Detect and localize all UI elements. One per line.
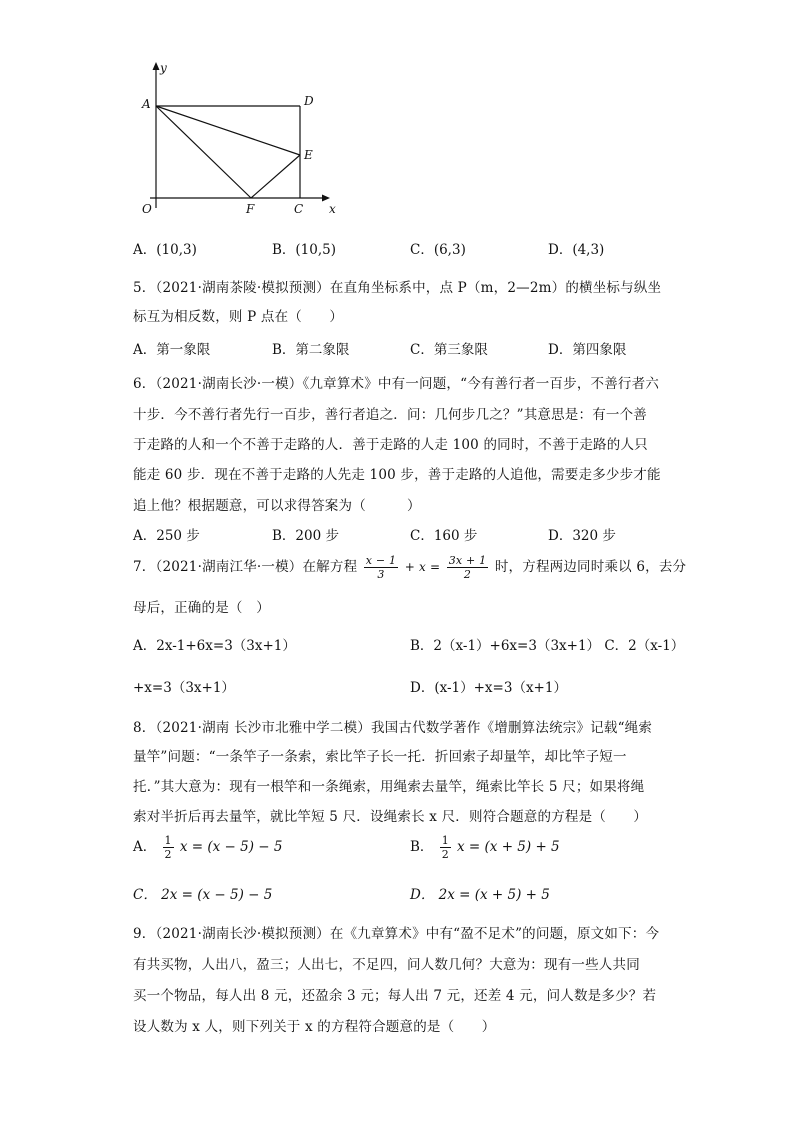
q8-option-b-expr: x = (x + 5) + 5 bbox=[457, 839, 560, 855]
q6-option-a: A．250 步 bbox=[133, 528, 200, 544]
q5-text-line1: 5．（2021·湖南茶陵·模拟预测）在直角坐标系中，点 P（m，2—2m）的横坐标与纵坐 bbox=[133, 280, 662, 296]
q7-prefix: 7．（2021·湖南江华·一模）在解方程 bbox=[133, 559, 358, 575]
q8-a-den: 2 bbox=[164, 848, 172, 861]
label-D: D bbox=[304, 94, 314, 108]
q7-text-line2: 母后，正确的是（ ） bbox=[133, 600, 270, 616]
q8-option-a-fraction bbox=[163, 834, 174, 861]
q8-option-b-fraction bbox=[440, 834, 451, 861]
q5-option-c: C．第三象限 bbox=[410, 342, 488, 358]
q8-text-line4: 索对半折后再去量竿，就比竿短 5 尺．设绳索长 x 尺．则符合题意的方程是（ ） bbox=[133, 809, 648, 825]
q9-text-line2: 有共买物，人出八，盈三；人出七，不足四，问人数几何？大意为：现有一些人共同 bbox=[133, 957, 640, 973]
q7-option-bc: B．2（x-1）+6x=3（3x+1） C．2（x-1） bbox=[410, 638, 685, 654]
q8-option-a-label: A． bbox=[133, 839, 157, 855]
q7-frac1-num: x − 1 bbox=[365, 554, 397, 567]
q6-text-line1: 6．（2021·湖南长沙·一模）《九章算术》中有一问题，“今有善行者一百步，不善行者六 bbox=[133, 376, 660, 392]
label-y: y bbox=[160, 61, 167, 75]
q8-option-d: D． 2x = (x + 5) + 5 bbox=[410, 887, 550, 903]
q8-option-b-label: B． bbox=[410, 839, 434, 855]
q7-fraction-1 bbox=[364, 554, 398, 581]
q8-text-line3: 托．”其大意为：现有一根竿和一条绳索，用绳索去量竿，绳索比竿长 5 尺；如果将绳 bbox=[133, 779, 645, 795]
label-O: O bbox=[142, 202, 152, 216]
q4-option-d: D．(4,3) bbox=[548, 242, 605, 258]
label-A: A bbox=[142, 97, 151, 111]
q8-option-c: C． 2x = (x − 5) − 5 bbox=[133, 887, 273, 903]
label-x: x bbox=[329, 202, 336, 216]
q6-option-c: C．160 步 bbox=[410, 528, 478, 544]
q7-mid: + x = bbox=[404, 560, 441, 574]
q8-option-b bbox=[410, 834, 560, 861]
q4-option-c: C．(6,3) bbox=[410, 242, 466, 258]
q5-option-b: B．第二象限 bbox=[272, 342, 350, 358]
coordinate-figure bbox=[130, 58, 350, 223]
q5-text-line2: 标互为相反数，则 P 点在（ ） bbox=[133, 309, 344, 325]
q8-text-line2: 量竿”问题：“一条竿子一条索，索比竿子长一托．折回索子却量竿，却比竿子短一 bbox=[133, 749, 627, 765]
q9-text-line4: 设人数为 x 人，则下列关于 x 的方程符合题意的是（ ） bbox=[133, 1019, 496, 1035]
q8-option-a-expr: x = (x − 5) − 5 bbox=[179, 839, 283, 855]
segment-AE bbox=[156, 106, 300, 155]
q5-option-a: A．第一象限 bbox=[133, 342, 211, 358]
q9-text-line3: 买一个物品，每人出 8 元，还盈余 3 元；每人出 7 元，还差 4 元，问人数是多少？若 bbox=[133, 988, 657, 1004]
q6-text-line4: 能走 60 步．现在不善于走路的人先走 100 步，善于走路的人追他，需要走多少步才能 bbox=[133, 467, 661, 483]
q7-suffix: 时，方程两边同时乘以 6，去分 bbox=[494, 559, 687, 575]
q7-option-a: A．2x-1+6x=3（3x+1） bbox=[133, 638, 296, 654]
segment-AF bbox=[156, 106, 251, 198]
q6-option-d: D．320 步 bbox=[548, 528, 616, 544]
label-E: E bbox=[304, 148, 313, 162]
q8-option-a bbox=[133, 834, 282, 861]
q6-text-line2: 十步．今不善行者先行一百步，善行者追之．问：几何步几之？”其意思是：有一个善 bbox=[133, 407, 648, 423]
q7-fraction-2 bbox=[447, 554, 489, 581]
segment-FE bbox=[251, 155, 300, 198]
q5-option-d: D．第四象限 bbox=[548, 342, 627, 358]
q8-text-line1: 8．（2021·湖南 长沙市北雅中学二模）我国古代数学著作《增删算法统宗》记载“绳索 bbox=[133, 720, 653, 736]
q8-b-den: 2 bbox=[441, 848, 449, 861]
q7-frac1-den: 3 bbox=[377, 568, 385, 581]
q6-option-b: B．200 步 bbox=[272, 528, 339, 544]
q7-option-c-cont: +x=3（3x+1） bbox=[133, 680, 235, 696]
q4-option-a: A．(10,3) bbox=[133, 242, 197, 258]
q9-text-line1: 9．（2021·湖南长沙·模拟预测）在《九章算术》中有“盈不足术”的问题，原文如下：今 bbox=[133, 926, 660, 942]
q8-b-num: 1 bbox=[441, 834, 449, 847]
q7-option-d: D．(x-1）+x=3（x+1） bbox=[410, 680, 567, 696]
q6-text-line5: 追上他？根据题意，可以求得答案为（ ） bbox=[133, 498, 421, 514]
q7-text-line1 bbox=[133, 554, 686, 581]
label-F: F bbox=[246, 202, 255, 216]
label-C: C bbox=[294, 202, 304, 216]
q6-text-line3: 于走路的人和一个不善于走路的人．善于走路的人走 100 的同时，不善于走路的人只 bbox=[133, 437, 648, 453]
q7-frac2-den: 2 bbox=[463, 568, 472, 581]
q8-a-num: 1 bbox=[164, 834, 172, 847]
q7-frac2-num: 3x + 1 bbox=[448, 554, 487, 567]
x-axis-arrow bbox=[322, 195, 330, 202]
y-axis-arrow bbox=[153, 62, 160, 70]
q4-option-b: B．(10,5) bbox=[272, 242, 337, 258]
